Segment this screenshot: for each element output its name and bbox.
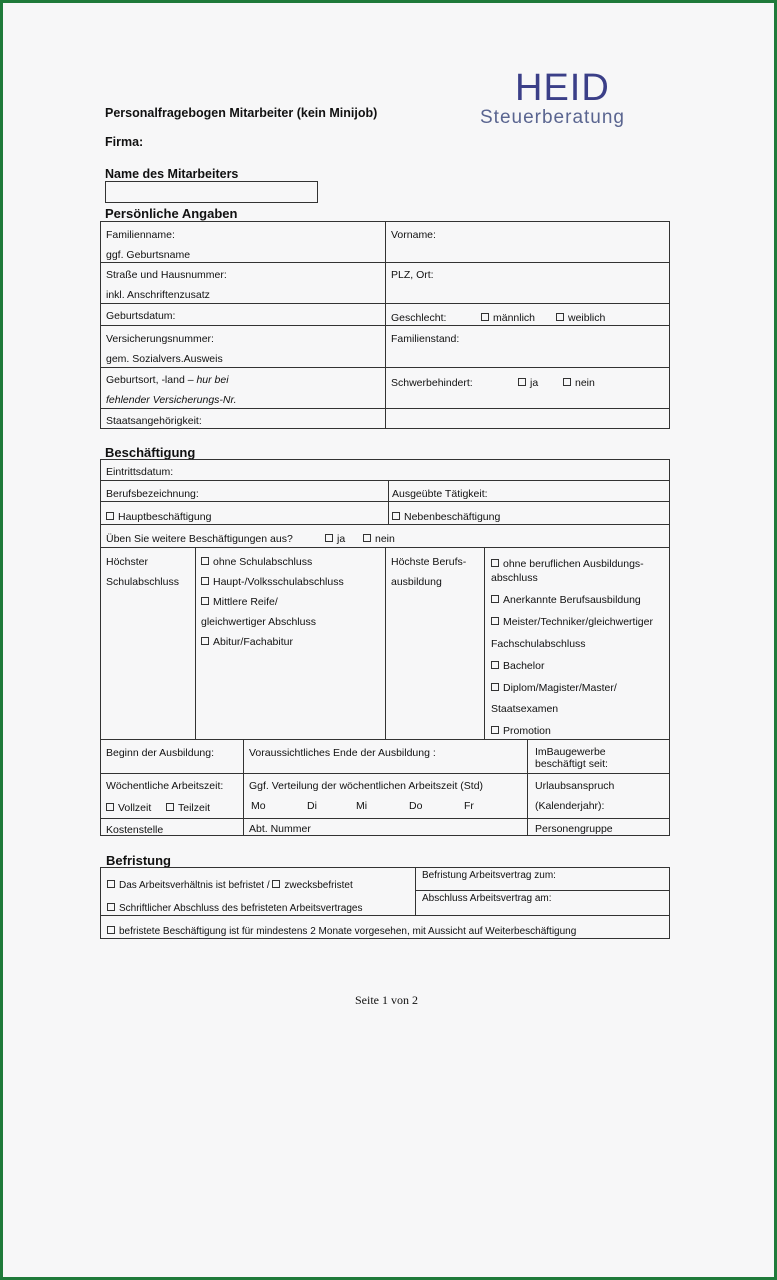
checkbox-icon[interactable] [201, 597, 209, 605]
school-label-1: Höchster [106, 556, 149, 568]
checkbox-schriftlich[interactable] [107, 902, 362, 915]
field-familienstand: Familienstand: [391, 333, 460, 345]
checkbox-ohne-ausbildung[interactable] [491, 558, 666, 571]
checkbox-zwei-monate[interactable] [107, 925, 576, 938]
checkbox-icon[interactable] [563, 378, 571, 386]
checkbox-icon[interactable] [201, 577, 209, 585]
field-vorname: Vorname: [391, 229, 436, 241]
checkbox-icon[interactable] [491, 595, 499, 603]
prof-label-1: Höchste Berufs- [391, 556, 467, 568]
checkbox-icon[interactable] [166, 803, 174, 811]
day-fr: Fr [464, 800, 474, 812]
field-schwerbehindert: Schwerbehindert: [391, 377, 473, 389]
checkbox-icon[interactable] [518, 378, 526, 386]
checkbox-icon[interactable] [392, 512, 400, 520]
label-nein: nein [375, 533, 395, 545]
day-do: Do [409, 800, 423, 812]
checkbox-icon[interactable] [491, 559, 499, 567]
label-haupt: Hauptbeschäftigung [118, 511, 212, 523]
label-ja: ja [530, 377, 539, 389]
field-geburtsname: ggf. Geburtsname [106, 249, 191, 261]
checkbox-icon[interactable] [363, 534, 371, 542]
checkbox-icon[interactable] [201, 637, 209, 645]
checkbox-icon[interactable] [556, 313, 564, 321]
option-label: Haupt-/Volksschulabschluss [213, 576, 344, 588]
checkbox-icon[interactable] [107, 880, 115, 888]
field-urlaub-1: Urlaubsanspruch [535, 780, 615, 792]
checkbox-maennlich[interactable] [481, 312, 535, 325]
field-anschrift: inkl. Anschriftenzusatz [106, 289, 210, 301]
school-label-2: Schulabschluss [106, 576, 179, 588]
label-weiblich: weiblich [568, 312, 606, 324]
option-label: Anerkannte Berufsausbildung [503, 594, 641, 606]
checkbox-anerkannt[interactable] [491, 594, 641, 607]
option-label: ohne beruflichen Ausbildungs- [503, 558, 644, 570]
field-beginn-ausbildung: Beginn der Ausbildung: [106, 747, 214, 759]
checkbox-hauptschule[interactable] [201, 576, 344, 589]
page-number: Seite 1 von 2 [355, 993, 418, 1007]
employee-name-label: Name des Mitarbeiters [105, 167, 239, 181]
day-mi: Mi [356, 800, 368, 812]
checkbox-weitere-nein[interactable] [363, 533, 395, 546]
field-plz: PLZ, Ort: [391, 269, 434, 281]
company-logo: HEID [515, 67, 610, 109]
checkbox-abitur[interactable] [201, 636, 293, 649]
field-baugewerbe-2: beschäftigt seit: [535, 758, 608, 770]
field-familienname: Familienname: [106, 229, 175, 241]
field-ende-ausbildung: Voraussichtliches Ende der Ausbildung : [249, 747, 436, 759]
checkbox-schwer-ja[interactable] [518, 377, 538, 390]
checkbox-vollzeit[interactable] [106, 802, 151, 815]
label-teilzeit: Teilzeit [178, 802, 211, 814]
checkbox-icon[interactable] [106, 512, 114, 520]
checkbox-bachelor[interactable] [491, 660, 544, 673]
field-baugewerbe-1: ImBaugewerbe [535, 746, 606, 758]
option-label: ohne Schulabschluss [213, 556, 313, 568]
company-label: Firma: [105, 135, 144, 149]
option-label: Diplom/Magister/Master/ [503, 682, 617, 694]
checkbox-icon[interactable] [107, 926, 115, 934]
checkbox-neben[interactable] [392, 511, 500, 524]
field-versicherung: Versicherungsnummer: [106, 333, 214, 345]
option-label: Promotion [503, 725, 551, 737]
field-woechentlich: Wöchentliche Arbeitszeit: [106, 780, 224, 792]
checkbox-diplom[interactable] [491, 682, 617, 695]
label-zwei-monate: befristete Beschäftigung ist für mindestens 2 Monate vorgesehen, mit Aussicht auf Weiterbeschäftigung [119, 926, 577, 937]
checkbox-weiblich[interactable] [556, 312, 605, 325]
option-abschluss: abschluss [491, 572, 538, 584]
label-maennlich: männlich [493, 312, 536, 324]
field-staatsangehoerigkeit: Staatsangehörigkeit: [106, 415, 202, 427]
option-fachschule: Fachschulabschluss [491, 638, 586, 650]
field-berufsbezeichnung: Berufsbezeichnung: [106, 488, 199, 500]
employee-name-field[interactable] [105, 181, 318, 203]
field-verteilung: Ggf. Verteilung der wöchentlichen Arbeitszeit (Std) [249, 780, 484, 792]
checkbox-icon[interactable] [106, 803, 114, 811]
checkbox-icon[interactable] [107, 903, 115, 911]
label-befristet: Das Arbeitsverhältnis ist befristet / [119, 880, 270, 891]
label-schriftlich: Schriftlicher Abschluss des befristeten Arbeitsvertrages [119, 903, 363, 914]
option-label: Meister/Techniker/gleichwertiger [503, 616, 653, 628]
checkbox-weitere-ja[interactable] [325, 533, 345, 546]
section-employment-heading: Beschäftigung [105, 445, 196, 460]
section-personal-heading: Persönliche Angaben [105, 206, 238, 221]
field-befristung-zum: Befristung Arbeitsvertrag zum: [422, 870, 556, 881]
field-geschlecht: Geschlecht: [391, 312, 447, 324]
checkbox-icon[interactable] [272, 880, 280, 888]
checkbox-teilzeit[interactable] [166, 802, 210, 815]
option-staatsexamen: Staatsexamen [491, 703, 559, 715]
label-vollzeit: Vollzeit [118, 802, 152, 814]
field-sozialausweis: gem. Sozialvers.Ausweis [106, 353, 223, 365]
field-abt-nummer: Abt. Nummer [249, 823, 311, 835]
field-weitere: Üben Sie weitere Beschäftigungen aus? [106, 533, 293, 545]
checkbox-icon[interactable] [491, 617, 499, 625]
label-nein: nein [575, 377, 595, 389]
checkbox-icon[interactable] [481, 313, 489, 321]
field-urlaub-2: (Kalenderjahr): [535, 800, 605, 812]
geburtsort-label: Geburtsort, -land – [106, 374, 194, 386]
field-geburtsort [106, 374, 229, 387]
checkbox-haupt[interactable] [106, 511, 211, 524]
field-geburtsort-note: fehlender Versicherungs-Nr. [106, 394, 237, 406]
day-di: Di [307, 800, 317, 812]
section-befristung-heading: Befristung [106, 853, 171, 868]
form-page [3, 3, 774, 1277]
checkbox-ohne-schulabschluss[interactable] [201, 556, 312, 569]
label-neben: Nebenbeschäftigung [404, 511, 501, 523]
checkbox-icon[interactable] [491, 726, 499, 734]
checkbox-icon[interactable] [325, 534, 333, 542]
field-kostenstelle: Kostenstelle [106, 824, 164, 836]
geburtsort-note: hur bei [196, 374, 229, 386]
checkbox-icon[interactable] [491, 661, 499, 669]
option-label: Bachelor [503, 660, 545, 672]
field-eintrittsdatum: Eintrittsdatum: [106, 466, 174, 478]
field-taetigkeit: Ausgeübte Tätigkeit: [392, 488, 488, 500]
field-abschluss-am: Abschluss Arbeitsvertrag am: [422, 893, 552, 904]
form-title: Personalfragebogen Mitarbeiter (kein Minijob) [105, 106, 378, 120]
checkbox-icon[interactable] [491, 683, 499, 691]
checkbox-schwer-nein[interactable] [563, 377, 595, 390]
option-gleichwertig: gleichwertiger Abschluss [201, 616, 316, 628]
label-zweckbefristet: zwecksbefristet [284, 880, 353, 891]
checkbox-befristet[interactable] [107, 879, 353, 892]
prof-label-2: ausbildung [391, 576, 442, 588]
field-personengruppe: Personengruppe [535, 823, 613, 835]
field-geburtsdatum: Geburtsdatum: [106, 310, 176, 322]
checkbox-icon[interactable] [201, 557, 209, 565]
checkbox-mittlere-reife[interactable] [201, 596, 278, 609]
checkbox-promotion[interactable] [491, 725, 551, 738]
option-label: Mittlere Reife/ [213, 596, 278, 608]
option-label: Abitur/Fachabitur [213, 636, 293, 648]
company-logo-subtitle: Steuerberatung [480, 107, 625, 128]
field-strasse: Straße und Hausnummer: [106, 269, 227, 281]
label-ja: ja [337, 533, 346, 545]
day-mo: Mo [251, 800, 266, 812]
checkbox-meister[interactable] [491, 616, 653, 629]
